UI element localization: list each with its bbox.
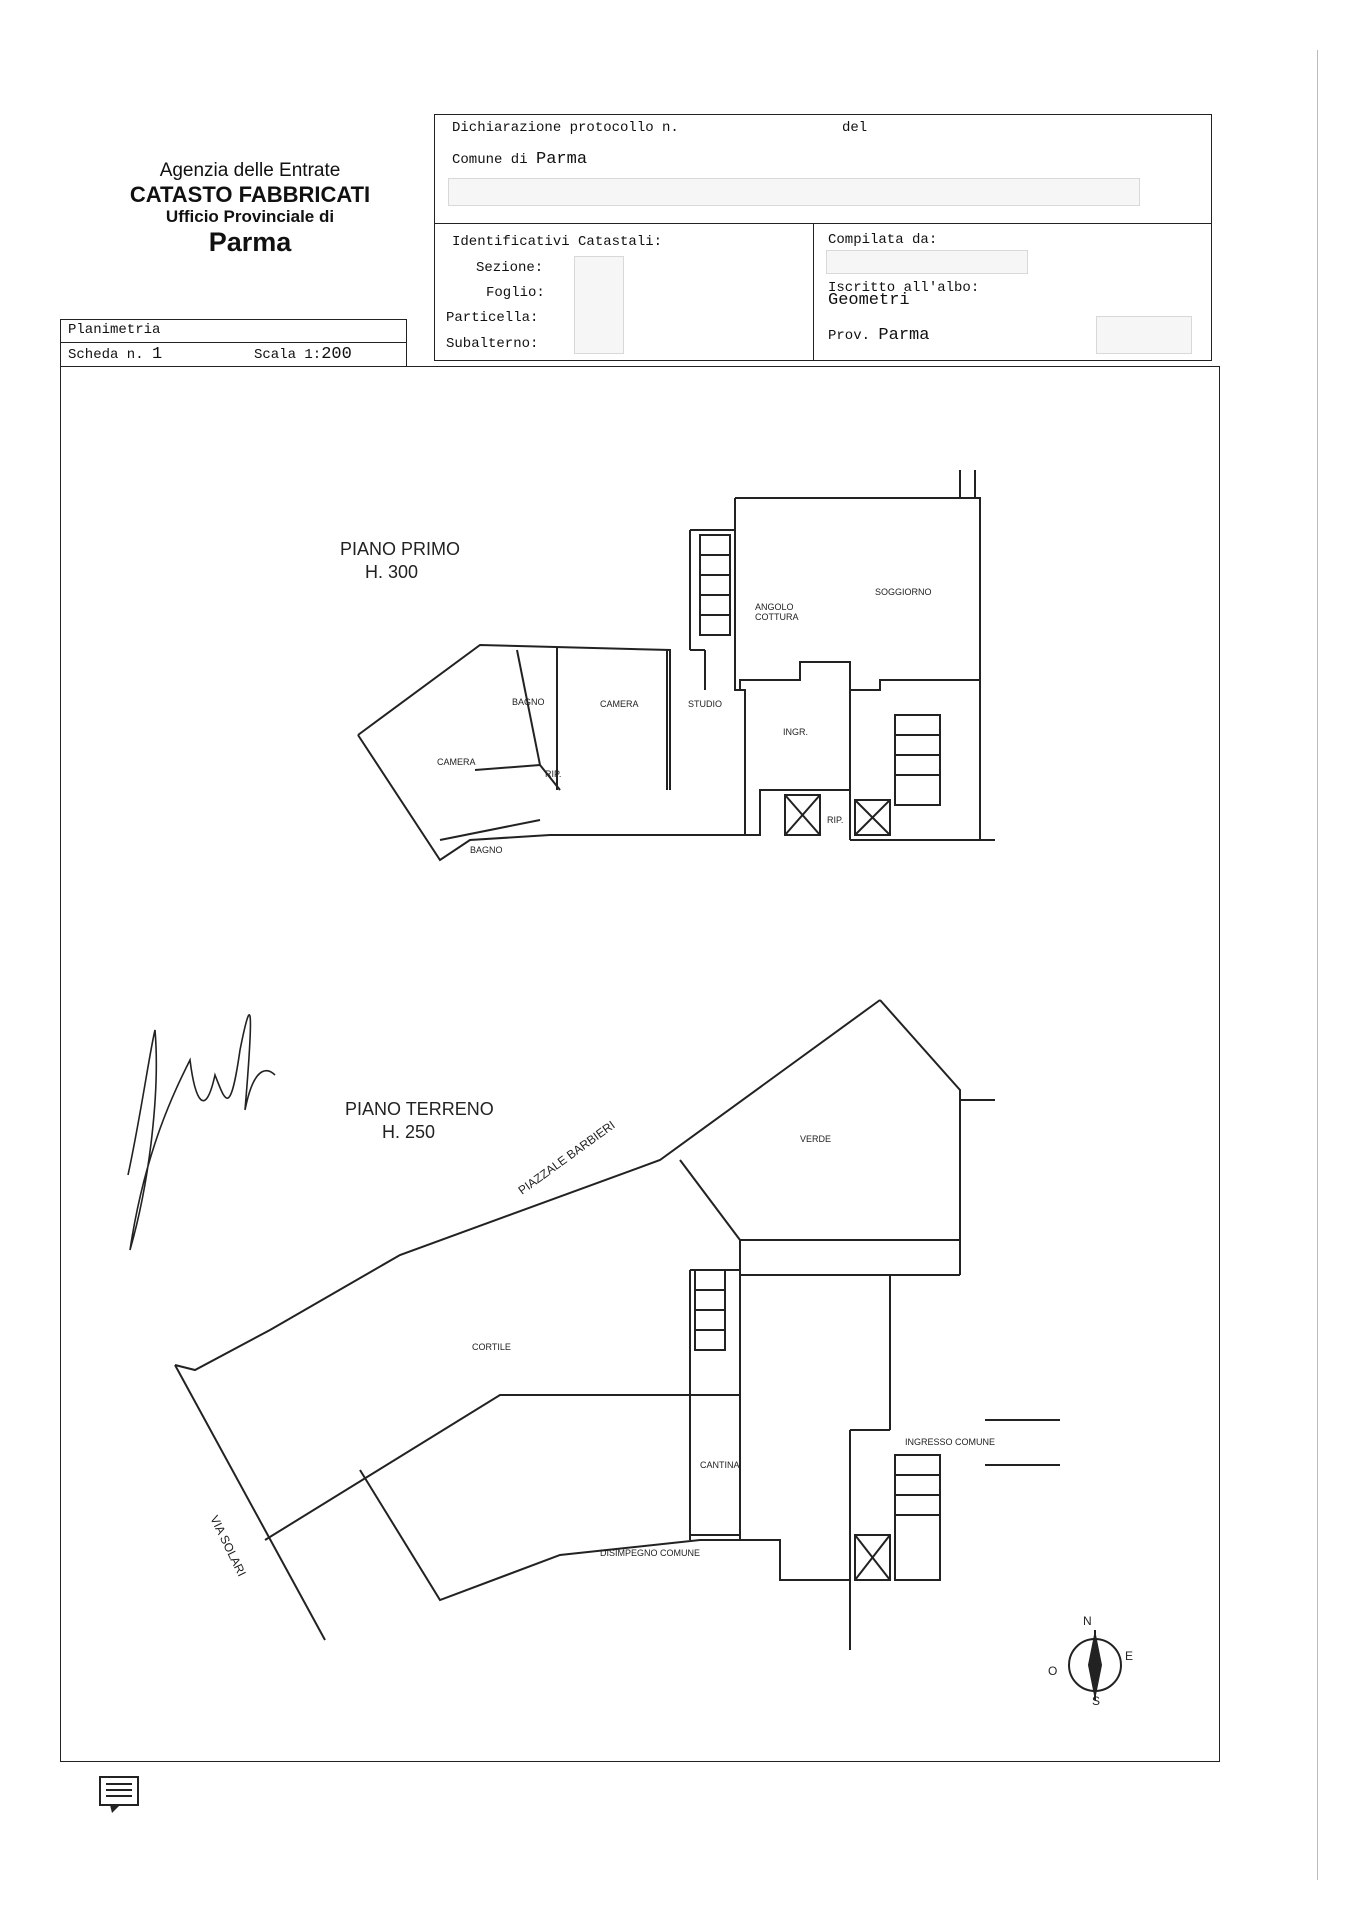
compilata-label: Compilata da: (828, 232, 938, 248)
room-angolo: ANGOLO (755, 602, 794, 612)
room-soggiorno: SOGGIORNO (875, 587, 932, 597)
comment-icon[interactable] (98, 1775, 140, 1817)
planimetria-label: Planimetria (68, 322, 161, 338)
comune-label: Comune di (452, 152, 528, 168)
room-bagno-2: BAGNO (470, 845, 503, 855)
office-label: Ufficio Provinciale di (165, 207, 335, 227)
scala-label: Scala 1: (254, 347, 322, 363)
first-floor-plan (358, 470, 995, 860)
room-ingresso-comune: INGRESSO COMUNE (905, 1437, 996, 1447)
prov-label: Prov. (828, 328, 871, 344)
particella-label: Particella: (446, 310, 539, 326)
del-label: del (842, 120, 868, 136)
sezione-label: Sezione: (476, 260, 544, 276)
scheda-label: Scheda n. (68, 347, 144, 363)
compass-o: O (1048, 1664, 1058, 1678)
street-via-solari: VIA SOLARI (207, 1513, 249, 1579)
compass-e: E (1125, 1649, 1134, 1663)
room-camera-2: CAMERA (437, 757, 476, 767)
room-camera-1: CAMERA (600, 699, 639, 709)
agency-name: Agenzia delle Entrate (159, 160, 341, 181)
scheda-value: 1 (152, 345, 163, 364)
comune-value: Parma (536, 150, 588, 169)
office-city: Parma (208, 226, 292, 257)
first-floor-height: H. 300 (365, 562, 419, 582)
compass-rose (1069, 1630, 1121, 1700)
compass-n: N (1083, 1614, 1092, 1628)
signature (128, 1015, 275, 1250)
room-verde: VERDE (800, 1134, 832, 1144)
catasto-title: CATASTO FABBRICATI (129, 181, 371, 207)
foglio-label: Foglio: (486, 285, 545, 301)
room-studio: STUDIO (688, 699, 723, 709)
subalterno-label: Subalterno: (446, 336, 539, 352)
first-floor-title: PIANO PRIMO (340, 539, 461, 559)
identificativi-label: Identificativi Catastali: (452, 234, 663, 250)
prov-value: Parma (878, 326, 930, 345)
room-cortile: CORTILE (472, 1342, 511, 1352)
ground-floor-title: PIANO TERRENO (345, 1099, 494, 1119)
room-ingr: INGR. (783, 727, 809, 737)
iscritto-label: Iscritto all'albo: (828, 280, 980, 296)
ground-floor-height: H. 250 (382, 1122, 436, 1142)
room-bagno-1: BAGNO (512, 697, 545, 707)
scala-value: 200 (321, 345, 352, 364)
room-rip-1: RIP. (545, 769, 562, 779)
compass-s: S (1092, 1694, 1101, 1708)
room-rip-2: RIP. (827, 815, 844, 825)
room-cantina: CANTINA (700, 1460, 740, 1470)
declaration-label: Dichiarazione protocollo n. (452, 120, 679, 136)
iscritto-value: Geometri (828, 291, 910, 310)
street-piazzale-barbieri: PIAZZALE BARBIERI (515, 1117, 618, 1198)
room-disimpegno-comune: DISIMPEGNO COMUNE (600, 1548, 701, 1558)
room-cottura: COTTURA (755, 612, 799, 622)
